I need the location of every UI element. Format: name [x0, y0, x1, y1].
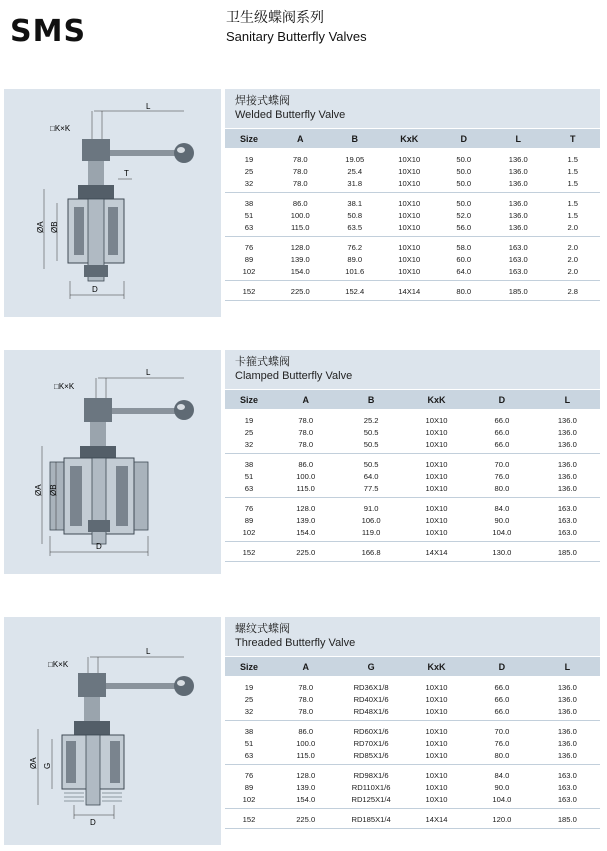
table-cell: 19: [244, 415, 254, 425]
table-cell: 10X10: [425, 439, 448, 449]
table-cell: 80.0: [494, 483, 510, 493]
table-cell: 10X10: [425, 738, 448, 748]
threaded-col-header: G: [367, 661, 375, 672]
table-cell: 50.8: [347, 210, 363, 220]
table-row: [225, 165, 600, 177]
table-cell: 84.0: [494, 770, 510, 780]
table-cell: 38: [244, 198, 254, 208]
table-cell: 102: [242, 794, 256, 804]
table-cell: 1.5: [567, 198, 579, 208]
table-cell: RD60X1/6: [353, 726, 389, 736]
welded-col-header: B: [351, 133, 358, 144]
threaded-row-group: [225, 721, 600, 765]
table-cell: 78.0: [298, 415, 314, 425]
table-cell: 10X10: [398, 198, 421, 208]
table-cell: 136.0: [557, 706, 577, 716]
table-cell: 10X10: [398, 166, 421, 176]
table-cell: 90.0: [494, 515, 510, 525]
table-cell: 89: [244, 254, 254, 264]
table-cell: 70.0: [494, 459, 510, 469]
table-cell: 76.0: [494, 738, 510, 748]
threaded-row-group: [225, 765, 600, 809]
table-cell: 32: [244, 706, 254, 716]
table-cell: 1.5: [567, 166, 579, 176]
table-cell: 106.0: [361, 515, 381, 525]
page-title-cn: 卫生级蝶阀系列: [226, 10, 324, 26]
table-cell: 10X10: [398, 210, 421, 220]
welded-header-row: [225, 128, 600, 149]
table-cell: 2.0: [567, 242, 579, 252]
table-cell: 225.0: [290, 286, 310, 296]
clamped-row-group: [225, 454, 600, 498]
table-cell: 38: [244, 459, 254, 469]
table-cell: 78.0: [298, 682, 314, 692]
threaded-l-label: L: [146, 647, 151, 656]
table-cell: 50.5: [363, 439, 379, 449]
clamped-title-cn: 卡箍式蝶阀: [235, 355, 290, 368]
table-row: [225, 725, 600, 737]
table-row: [225, 470, 600, 482]
clamped-title-en: Clamped Butterfly Valve: [235, 370, 353, 382]
table-cell: 63: [244, 222, 254, 232]
table-cell: 25: [244, 694, 254, 704]
table-cell: 63: [244, 750, 254, 760]
threaded-col-header: L: [564, 661, 571, 672]
table-cell: 14X14: [425, 547, 448, 557]
table-cell: 10X10: [398, 242, 421, 252]
table-cell: 38: [244, 726, 254, 736]
table-cell: 76: [244, 242, 254, 252]
clamped-d-label: D: [96, 542, 102, 551]
table-cell: RD36X1/8: [353, 682, 389, 692]
table-cell: 89.0: [347, 254, 363, 264]
threaded-col-header: D: [498, 661, 506, 672]
table-cell: 2.8: [567, 286, 579, 296]
table-cell: 154.0: [296, 527, 316, 537]
table-cell: 120.0: [492, 814, 512, 824]
welded-col-header: L: [515, 133, 521, 144]
table-cell: 86.0: [292, 198, 308, 208]
clamped-l-label: L: [146, 368, 151, 377]
table-cell: 136.0: [508, 222, 528, 232]
table-cell: 64.0: [363, 471, 379, 481]
welded-d-label: D: [92, 285, 98, 294]
table-cell: 2.0: [567, 266, 579, 276]
table-cell: 2.0: [567, 254, 579, 264]
table-cell: 25.4: [347, 166, 363, 176]
table-cell: 25.2: [363, 415, 379, 425]
table-cell: 163.0: [508, 242, 528, 252]
table-cell: 102: [242, 266, 256, 276]
clamped-a-label: ØA: [34, 484, 43, 496]
table-cell: 154.0: [290, 266, 310, 276]
table-cell: 50.0: [456, 154, 472, 164]
table-row: [225, 153, 600, 165]
table-cell: 10X10: [398, 178, 421, 188]
table-cell: 139.0: [296, 515, 316, 525]
table-cell: 104.0: [492, 527, 512, 537]
table-cell: 66.0: [494, 427, 510, 437]
table-cell: 78.0: [292, 166, 308, 176]
table-cell: 152: [242, 286, 256, 296]
threaded-table: [225, 617, 600, 829]
table-cell: 163.0: [557, 770, 577, 780]
table-cell: 10X10: [425, 415, 448, 425]
table-cell: 91.0: [363, 503, 379, 513]
welded-col-header: T: [570, 133, 576, 144]
table-cell: 52.0: [456, 210, 472, 220]
welded-col-header: Size: [239, 133, 258, 144]
table-row: [225, 769, 600, 781]
table-cell: 78.0: [298, 706, 314, 716]
table-cell: 66.0: [494, 694, 510, 704]
threaded-title-cn: 螺纹式蝶阀: [235, 622, 290, 635]
welded-col-header: KxK: [400, 133, 419, 144]
table-row: [225, 793, 600, 805]
table-cell: 14X14: [425, 814, 448, 824]
table-row: [225, 705, 600, 717]
table-cell: 152: [242, 547, 256, 557]
table-cell: RD70X1/6: [353, 738, 389, 748]
table-cell: 60.0: [456, 254, 472, 264]
table-cell: 136.0: [557, 439, 577, 449]
welded-row-group: [225, 237, 600, 281]
table-cell: 152: [242, 814, 256, 824]
table-cell: 19: [244, 154, 254, 164]
clamped-header-row: [225, 389, 600, 410]
table-row: [225, 737, 600, 749]
table-cell: 66.0: [494, 439, 510, 449]
table-cell: RD85X1/6: [353, 750, 389, 760]
welded-l-label: L: [146, 102, 151, 111]
table-cell: 10X10: [425, 706, 448, 716]
table-cell: 10X10: [425, 503, 448, 513]
table-row: [225, 681, 600, 693]
table-row: [225, 749, 600, 761]
table-cell: 51: [244, 738, 254, 748]
table-cell: 90.0: [494, 782, 510, 792]
threaded-kk-label: □K×K: [48, 660, 69, 669]
table-cell: 10X10: [425, 682, 448, 692]
clamped-table: [225, 350, 600, 562]
threaded-col-header: Size: [239, 661, 258, 672]
welded-diagram: [4, 89, 221, 317]
table-cell: 64.0: [456, 266, 472, 276]
table-cell: 19.05: [345, 154, 365, 164]
table-cell: 163.0: [557, 503, 577, 513]
table-cell: 38.1: [347, 198, 363, 208]
table-cell: 136.0: [557, 738, 577, 748]
table-cell: 50.0: [456, 166, 472, 176]
table-cell: 185.0: [557, 547, 577, 557]
table-row: [225, 285, 600, 297]
table-cell: 56.0: [456, 222, 472, 232]
table-cell: 100.0: [296, 738, 316, 748]
table-cell: 115.0: [296, 483, 315, 493]
table-cell: 136.0: [508, 178, 528, 188]
table-cell: RD185X1/4: [351, 814, 391, 824]
table-cell: 139.0: [296, 782, 316, 792]
table-cell: 102: [242, 527, 256, 537]
table-cell: 66.0: [494, 706, 510, 716]
table-cell: 78.0: [292, 178, 308, 188]
table-cell: 104.0: [492, 794, 512, 804]
table-cell: 128.0: [290, 242, 310, 252]
threaded-col-header: KxK: [427, 661, 446, 672]
table-cell: 25: [244, 427, 254, 437]
threaded-col-header: A: [302, 661, 309, 672]
table-cell: 78.0: [298, 694, 314, 704]
table-cell: 78.0: [298, 427, 314, 437]
welded-b-label: ØB: [50, 221, 59, 233]
table-cell: 89: [244, 782, 254, 792]
table-cell: RD125X1/4: [351, 794, 391, 804]
welded-table-title: [225, 89, 600, 128]
table-cell: 25: [244, 166, 254, 176]
table-cell: 166.8: [361, 547, 381, 557]
table-cell: 76: [244, 770, 254, 780]
table-cell: 10X10: [398, 266, 421, 276]
table-cell: 128.0: [296, 770, 316, 780]
clamped-diagram: [4, 350, 221, 574]
table-cell: 136.0: [557, 750, 577, 760]
table-cell: 130.0: [492, 547, 512, 557]
table-cell: 139.0: [290, 254, 310, 264]
table-cell: 86.0: [298, 459, 314, 469]
table-cell: 50.0: [456, 198, 472, 208]
table-cell: 77.5: [363, 483, 379, 493]
table-row: [225, 177, 600, 189]
table-cell: 136.0: [557, 483, 577, 493]
threaded-d-label: D: [90, 818, 96, 827]
clamped-col-header: KxK: [427, 394, 446, 405]
clamped-b-label: ØB: [49, 484, 58, 496]
table-cell: 66.0: [494, 682, 510, 692]
table-cell: 10X10: [398, 154, 421, 164]
welded-table-body: [225, 149, 600, 301]
table-cell: 136.0: [557, 682, 577, 692]
table-row: [225, 426, 600, 438]
table-cell: 128.0: [296, 503, 316, 513]
table-cell: 10X10: [425, 694, 448, 704]
table-cell: 10X10: [398, 222, 421, 232]
clamped-row-group: [225, 498, 600, 542]
table-cell: 80.0: [456, 286, 472, 296]
table-row: [225, 482, 600, 494]
table-cell: 1.5: [567, 210, 579, 220]
welded-a-label: ØA: [36, 221, 45, 233]
threaded-diagram: [4, 617, 221, 845]
table-cell: 2.0: [567, 222, 579, 232]
table-row: [225, 221, 600, 233]
table-row: [225, 458, 600, 470]
table-cell: 10X10: [425, 527, 448, 537]
threaded-row-group: [225, 677, 600, 721]
welded-col-header: D: [460, 133, 467, 144]
welded-t-label: T: [124, 169, 129, 178]
table-cell: 100.0: [290, 210, 310, 220]
table-cell: 100.0: [296, 471, 316, 481]
table-cell: 136.0: [557, 694, 577, 704]
table-cell: 76.2: [347, 242, 363, 252]
table-cell: 115.0: [291, 222, 310, 232]
table-cell: 163.0: [557, 527, 577, 537]
table-cell: 1.5: [567, 154, 579, 164]
welded-row-group: [225, 193, 600, 237]
table-row: [225, 197, 600, 209]
table-cell: 115.0: [296, 750, 315, 760]
table-cell: 32: [244, 439, 254, 449]
welded-kk-label: □K×K: [50, 124, 71, 133]
table-row: [225, 253, 600, 265]
threaded-header-row: [225, 656, 600, 677]
table-cell: RD40X1/6: [353, 694, 389, 704]
welded-col-header: A: [297, 133, 304, 144]
table-cell: 63: [244, 483, 254, 493]
table-cell: 10X10: [425, 794, 448, 804]
table-cell: 80.0: [494, 750, 510, 760]
table-cell: 51: [244, 210, 254, 220]
table-row: [225, 241, 600, 253]
page-title-en: Sanitary Butterfly Valves: [226, 29, 367, 44]
table-row: [225, 265, 600, 277]
table-cell: 136.0: [508, 210, 528, 220]
table-cell: 10X10: [398, 254, 421, 264]
table-row: [225, 781, 600, 793]
threaded-title-en: Threaded Butterfly Valve: [235, 637, 356, 649]
clamped-kk-label: □K×K: [54, 382, 75, 391]
table-cell: 84.0: [494, 503, 510, 513]
threaded-g-label: G: [43, 762, 52, 769]
table-cell: 89: [244, 515, 254, 525]
table-cell: 136.0: [557, 459, 577, 469]
table-cell: 50.0: [456, 178, 472, 188]
table-cell: 163.0: [557, 794, 577, 804]
table-row: [225, 502, 600, 514]
table-cell: 76: [244, 503, 254, 513]
table-cell: 66.0: [494, 415, 510, 425]
table-cell: 70.0: [494, 726, 510, 736]
table-cell: 185.0: [557, 814, 577, 824]
table-cell: 119.0: [361, 527, 381, 537]
welded-title-cn: 焊接式蝶阀: [235, 94, 290, 107]
clamped-col-header: B: [367, 394, 375, 405]
table-cell: 136.0: [508, 198, 528, 208]
table-cell: 136.0: [508, 166, 528, 176]
table-cell: 101.6: [345, 266, 365, 276]
clamped-col-header: Size: [239, 394, 258, 405]
table-cell: 10X10: [425, 750, 448, 760]
threaded-table-body: [225, 677, 600, 829]
table-cell: 136.0: [557, 471, 577, 481]
table-cell: 163.0: [508, 266, 528, 276]
table-cell: 154.0: [296, 794, 316, 804]
table-cell: RD48X1/6: [353, 706, 389, 716]
clamped-row-group: [225, 542, 600, 562]
table-cell: 50.5: [363, 427, 379, 437]
table-cell: 163.0: [508, 254, 528, 264]
table-cell: 31.8: [347, 178, 363, 188]
clamped-col-header: D: [498, 394, 506, 405]
table-cell: 10X10: [425, 770, 448, 780]
table-cell: 78.0: [292, 154, 308, 164]
welded-table: [225, 89, 600, 301]
table-cell: 19: [244, 682, 254, 692]
table-cell: 163.0: [557, 515, 577, 525]
table-row: [225, 209, 600, 221]
table-cell: 58.0: [456, 242, 472, 252]
brand-label: SMS: [10, 14, 87, 49]
table-cell: 10X10: [425, 515, 448, 525]
table-cell: 10X10: [425, 459, 448, 469]
table-cell: 32: [244, 178, 254, 188]
table-cell: RD98X1/6: [353, 770, 389, 780]
table-cell: 136.0: [557, 726, 577, 736]
table-cell: 51: [244, 471, 254, 481]
table-cell: 1.5: [567, 178, 579, 188]
table-cell: 10X10: [425, 726, 448, 736]
table-row: [225, 514, 600, 526]
table-cell: 136.0: [557, 415, 577, 425]
clamped-row-group: [225, 410, 600, 454]
table-row: [225, 693, 600, 705]
table-row: [225, 526, 600, 538]
table-cell: 136.0: [557, 427, 577, 437]
table-cell: 76.0: [494, 471, 510, 481]
table-cell: 225.0: [296, 814, 316, 824]
table-cell: 86.0: [298, 726, 314, 736]
welded-row-group: [225, 149, 600, 193]
table-row: [225, 546, 600, 558]
table-cell: 10X10: [425, 483, 448, 493]
welded-row-group: [225, 281, 600, 301]
table-cell: 152.4: [345, 286, 365, 296]
welded-title-en: Welded Butterfly Valve: [235, 109, 346, 121]
table-row: [225, 414, 600, 426]
table-cell: 14X14: [398, 286, 421, 296]
table-cell: 10X10: [425, 782, 448, 792]
table-row: [225, 813, 600, 825]
table-row: [225, 438, 600, 450]
table-cell: 225.0: [296, 547, 316, 557]
table-cell: 136.0: [508, 154, 528, 164]
clamped-col-header: A: [302, 394, 309, 405]
clamped-table-body: [225, 410, 600, 562]
clamped-col-header: L: [564, 394, 571, 405]
table-cell: 78.0: [298, 439, 314, 449]
table-cell: 10X10: [425, 471, 448, 481]
table-cell: 10X10: [425, 427, 448, 437]
threaded-table-title: [225, 617, 600, 656]
table-cell: 63.5: [347, 222, 363, 232]
table-cell: RD110X1/6: [351, 782, 391, 792]
threaded-a-label: ØA: [29, 757, 38, 769]
clamped-table-title: [225, 350, 600, 389]
table-cell: 50.5: [363, 459, 379, 469]
table-cell: 185.0: [508, 286, 528, 296]
table-cell: 163.0: [557, 782, 577, 792]
threaded-row-group: [225, 809, 600, 829]
